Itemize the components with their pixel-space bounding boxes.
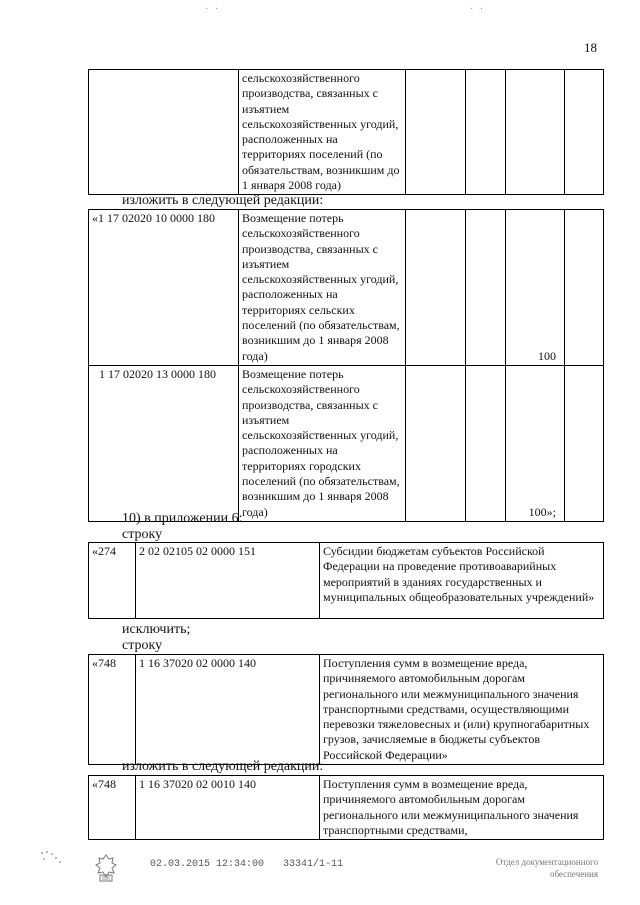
table-row xyxy=(89,543,604,619)
empty-cell xyxy=(406,70,466,195)
code-cell: 1 17 02020 13 0000 180 xyxy=(89,365,239,521)
name-cell: Субсидии бюджетам субъектов Российской Федерации на проведение противоаварийных мероприятий в зданиях государственных и муниципальных общеобразовательных учреждений» xyxy=(320,543,604,619)
section-heading: 10) в приложении 6: xyxy=(122,511,243,526)
page-number: 18 xyxy=(584,40,597,55)
table-row xyxy=(89,210,604,366)
coat-of-arms-icon xyxy=(93,853,119,883)
code-cell: «1 17 02020 10 0000 180 xyxy=(89,210,239,366)
value-cell xyxy=(565,70,604,195)
empty-cell xyxy=(406,365,466,521)
scan-marks xyxy=(38,850,68,866)
instruction-text: исключить; xyxy=(122,622,191,637)
admin-code-cell: «274 xyxy=(89,543,136,619)
value-cell xyxy=(506,70,565,195)
value-cell xyxy=(565,365,604,521)
income-table-new xyxy=(88,209,604,522)
empty-cell xyxy=(406,210,466,366)
value-cell xyxy=(466,70,506,195)
admin-code-cell: «748 xyxy=(89,776,136,840)
code-cell: 2 02 02105 02 0000 151 xyxy=(136,543,320,619)
value-cell xyxy=(466,210,506,366)
table-row xyxy=(89,776,604,840)
table-row xyxy=(89,70,604,195)
value-cell: 100»; xyxy=(506,365,565,521)
code-cell: 1 16 37020 02 0010 140 xyxy=(136,776,320,840)
stamp-line: Отдел документационного xyxy=(495,857,598,867)
stamp-line: обеспечения xyxy=(549,869,598,879)
name-cell: Поступления сумм в возмещение вреда, причиняемого автомобильным дорогам регионального или межмуниципального значения транспортными средствами, xyxy=(320,776,604,840)
table-row xyxy=(89,655,604,765)
instruction-text: изложить в следующей редакции: xyxy=(122,759,324,774)
name-cell: сельскохозяйственного производства, связанных с изъятием сельскохозяйственных угодий, расположенных на территориях поселений (по обязательствам, возникшим до 1 января 2008 года) xyxy=(239,70,406,195)
value-cell xyxy=(565,210,604,366)
revenue-table-new xyxy=(88,775,604,840)
name-cell: Возмещение потерь сельскохозяйственного производства, связанных с изъятием сельскохозяйственных угодий, расположенных на территориях сельских поселений (по обязательствам, возникшим до 1 января 2008 года) xyxy=(239,210,406,366)
document-number: 33341/1-11 xyxy=(283,859,344,870)
scan-artifact: · · xyxy=(470,4,486,15)
timestamp: 02.03.2015 12:34:00 xyxy=(150,859,265,870)
code-cell xyxy=(89,70,239,195)
instruction-text: изложить в следующей редакции: xyxy=(122,193,324,208)
revenue-table-old xyxy=(88,654,604,765)
value-cell xyxy=(466,365,506,521)
instruction-text: строку xyxy=(122,638,163,653)
income-table-old xyxy=(88,69,604,195)
name-cell: Поступления сумм в возмещение вреда, причиняемого автомобильным дорогам регионального или межмуниципального значения транспортными средствами, осуществляющими перевозки тяжеловесных и (или) крупногабаритных грузов, зачисляемые в бюджеты субъектов Российской Федерации» xyxy=(320,655,604,765)
code-cell: 1 16 37020 02 0000 140 xyxy=(136,655,320,765)
name-cell: Возмещение потерь сельскохозяйственного производства, связанных с изъятием сельскохозяйственных угодий, расположенных на территориях городских поселений (по обязательствам, возникшим до 1 января 2008 года) xyxy=(239,365,406,521)
instruction-text: строку xyxy=(122,527,163,542)
value-cell: 100 xyxy=(506,210,565,366)
admin-code-cell: «748 xyxy=(89,655,136,765)
department-stamp xyxy=(430,856,598,880)
scan-artifact: · · xyxy=(205,4,221,15)
table-row xyxy=(89,365,604,521)
subsidy-table xyxy=(88,542,604,619)
